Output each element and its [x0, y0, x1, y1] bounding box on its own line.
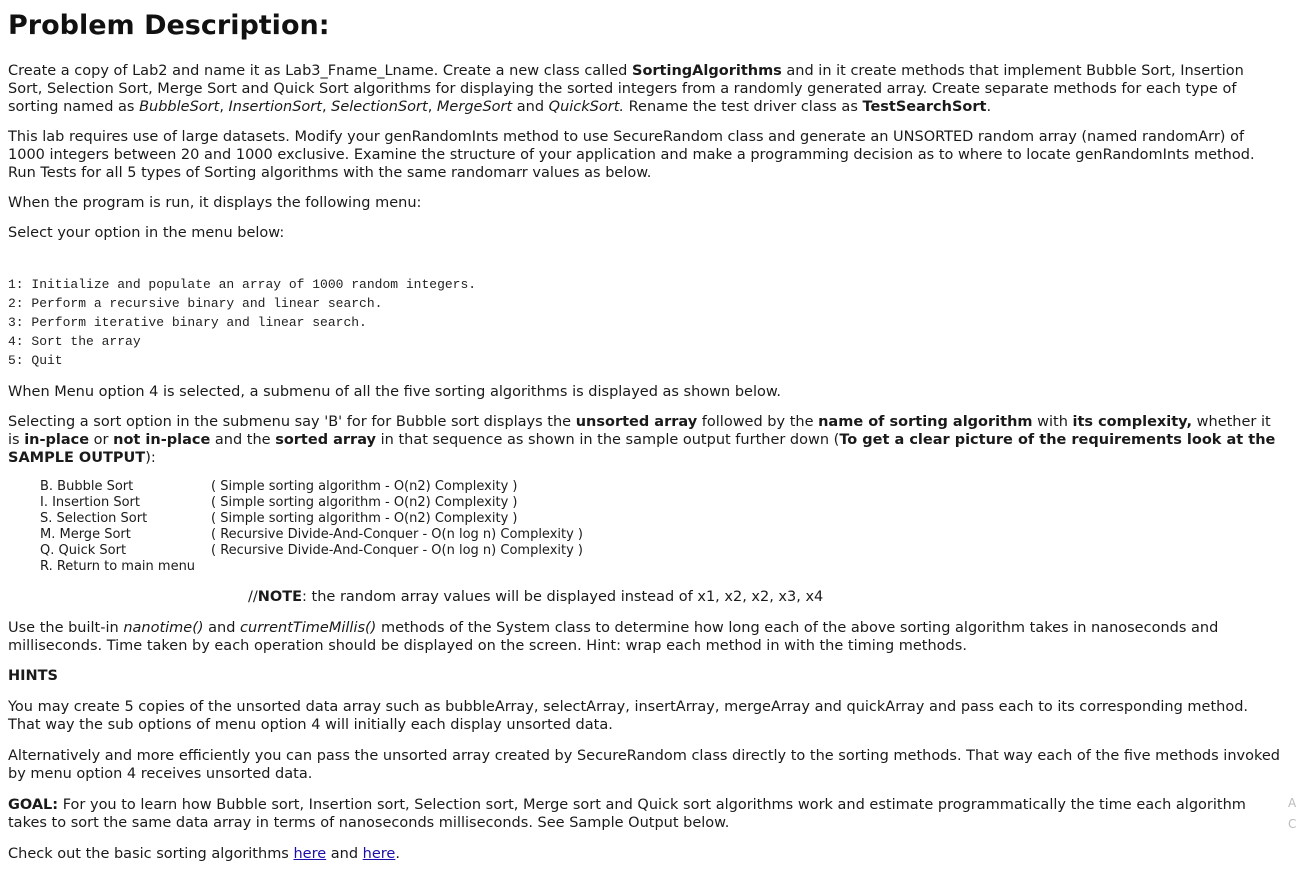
submenu-row: [40, 543, 1280, 559]
note-prefix: //: [248, 589, 258, 605]
text-run: ,: [219, 99, 229, 115]
submenu-intro-paragraph: When Menu option 4 is selected, a submenu of all the five sorting algorithms is displayed as shown below.: [8, 384, 781, 400]
goal-paragraph: [8, 796, 1280, 832]
submenu-row: [40, 527, 1280, 543]
links-paragraph: [8, 845, 1280, 863]
goal-label: GOAL:: [8, 797, 59, 813]
method-mergesort: MergeSort: [436, 99, 513, 115]
submenu-desc: ( Simple sorting algorithm - O(n2) Complexity ): [211, 511, 518, 526]
text-run: ,: [427, 99, 437, 115]
submenu-desc: ( Simple sorting algorithm - O(n2) Complexity ): [211, 479, 518, 494]
timing-paragraph: [8, 619, 1280, 655]
menu-intro-paragraph: When the program is run, it displays the following menu:: [8, 195, 422, 211]
sorting-link-2[interactable]: here: [362, 846, 396, 862]
sorting-link-1[interactable]: here: [293, 846, 327, 862]
note-text: : the random array values will be displayed instead of x1, x2, x2, x3, x4: [302, 589, 824, 605]
text-run: .: [986, 99, 992, 115]
submenu-key: Q. Quick Sort: [40, 543, 127, 558]
method-bubblesort: BubbleSort: [139, 99, 220, 115]
menu-item: 1: Initialize and populate an array of 1000 random integers.: [8, 277, 477, 292]
method-nanotime: nanotime(): [123, 620, 204, 636]
text-run: ):: [145, 450, 156, 466]
hint-copies-paragraph: You may create 5 copies of the unsorted data array such as bubbleArray, selectArray, insertArray, mergeArray and quickArray and pass each to its corresponding method. That way the sub options of menu option 4 will initially each display unsorted data.: [8, 699, 1249, 733]
method-currenttimemillis: currentTimeMillis(): [240, 620, 377, 636]
text-bold: sorted array: [275, 432, 377, 448]
text-run: ,: [321, 99, 332, 115]
submenu-row: [40, 559, 1280, 575]
text-run: whether it is: [8, 414, 1271, 448]
text-run: Create a copy of Lab2 and name it as Lab3_Fname_Lname. Create a new class called: [8, 63, 632, 79]
text-run: and the: [210, 432, 276, 448]
menu-item: 3: Perform iterative binary and linear search.: [8, 315, 367, 330]
edge-letter: A: [1288, 796, 1296, 810]
text-run: Use the built-in: [8, 620, 124, 636]
menu-item: 4: Sort the array: [8, 334, 141, 349]
method-quicksort: QuickSort.: [548, 99, 625, 115]
text-run: methods of the System class to determine how long each of the above sorting algorithm takes in nanoseconds and milliseconds. Time taken by each operation should be displayed on the screen. Hint: wrap each method in with the timing methods.: [8, 620, 1219, 654]
select-option-paragraph: Select your option in the menu below:: [8, 225, 285, 241]
page-title: Problem Description:: [8, 10, 330, 41]
submenu-key: S. Selection Sort: [40, 511, 148, 526]
submenu-row: [40, 495, 1280, 511]
goal-text: For you to learn how Bubble sort, Insertion sort, Selection sort, Merge sort and Quick sort algorithms work and estimate programmatically the time each algorithm takes to sort the same data array in terms of nanoseconds milliseconds. See Sample Output below.: [8, 797, 1246, 831]
text-run: and in it create methods that implement Bubble Sort, Insertion Sort, Selection Sort, Merge Sort and Quick Sort algorithms for displaying the sorted integers from a randomly generated array. Create separate methods for each type of sorting named as: [8, 63, 1244, 115]
submenu-row: [40, 479, 1280, 495]
text-run: or: [89, 432, 114, 448]
menu-item: 2: Perform a recursive binary and linear search.: [8, 296, 383, 311]
text-run: and: [203, 620, 241, 636]
submenu-key: I. Insertion Sort: [40, 495, 140, 510]
text-bold: To get a clear picture of the requirements look at the SAMPLE OUTPUT: [8, 432, 1276, 466]
intro-paragraph: [8, 62, 1280, 116]
hints-heading: HINTS: [8, 668, 58, 684]
method-insertionsort: InsertionSort: [228, 99, 322, 115]
text-run: and: [326, 846, 363, 862]
sort-submenu: [40, 479, 1280, 575]
submenu-desc: ( Recursive Divide-And-Conquer - O(n log n) Complexity ): [211, 527, 584, 542]
text-run: Rename the test driver class as: [624, 99, 863, 115]
submenu-key: M. Merge Sort: [40, 527, 131, 542]
main-menu: [8, 275, 1280, 370]
note-line: [248, 588, 1280, 606]
submenu-desc: ( Recursive Divide-And-Conquer - O(n log n) Complexity ): [211, 543, 584, 558]
submenu-row: [40, 511, 1280, 527]
text-run: followed by the: [697, 414, 819, 430]
class-name-testsearchsort: TestSearchSort: [862, 99, 987, 115]
text-bold: unsorted array: [575, 414, 698, 430]
text-run: Check out the basic sorting algorithms: [8, 846, 294, 862]
text-bold: its complexity,: [1072, 414, 1193, 430]
note-label: NOTE: [257, 589, 303, 605]
text-bold: in-place: [24, 432, 90, 448]
class-name-sortingalgorithms: SortingAlgorithms: [632, 63, 782, 79]
edge-letter: C: [1288, 817, 1296, 831]
dataset-paragraph: This lab requires use of large datasets. Modify your genRandomInts method to use SecureRandom class and generate an UNSORTED random array (named randomArr) of 1000 integers between 20 and 1000 exclusive. Examine the structure of your application and make a programming decision as to where to locate genRandomInts method. Run Tests for all 5 types of Sorting algorithms with the same randomarr values as below.: [8, 129, 1255, 181]
text-run: and: [512, 99, 549, 115]
submenu-desc: ( Simple sorting algorithm - O(n2) Complexity ): [211, 495, 518, 510]
text-run: .: [395, 846, 400, 862]
submenu-key: R. Return to main menu: [40, 559, 196, 574]
text-bold: not in-place: [113, 432, 211, 448]
text-run: Selecting a sort option in the submenu say 'B' for for Bubble sort displays the: [8, 414, 576, 430]
document-page: [8, 0, 1280, 863]
hint-alternative-paragraph: Alternatively and more efficiently you can pass the unsorted array created by SecureRandom class directly to the sorting methods. That way each of the five methods invoked by menu option 4 receives unsorted data.: [8, 748, 1280, 782]
menu-item: 5: Quit: [8, 353, 63, 368]
submenu-key: B. Bubble Sort: [40, 479, 134, 494]
text-run: with: [1032, 414, 1073, 430]
method-selectionsort: SelectionSort: [331, 99, 428, 115]
selection-paragraph: [8, 413, 1280, 467]
text-run: in that sequence as shown in the sample output further down (: [376, 432, 840, 448]
text-bold: name of sorting algorithm: [818, 414, 1033, 430]
